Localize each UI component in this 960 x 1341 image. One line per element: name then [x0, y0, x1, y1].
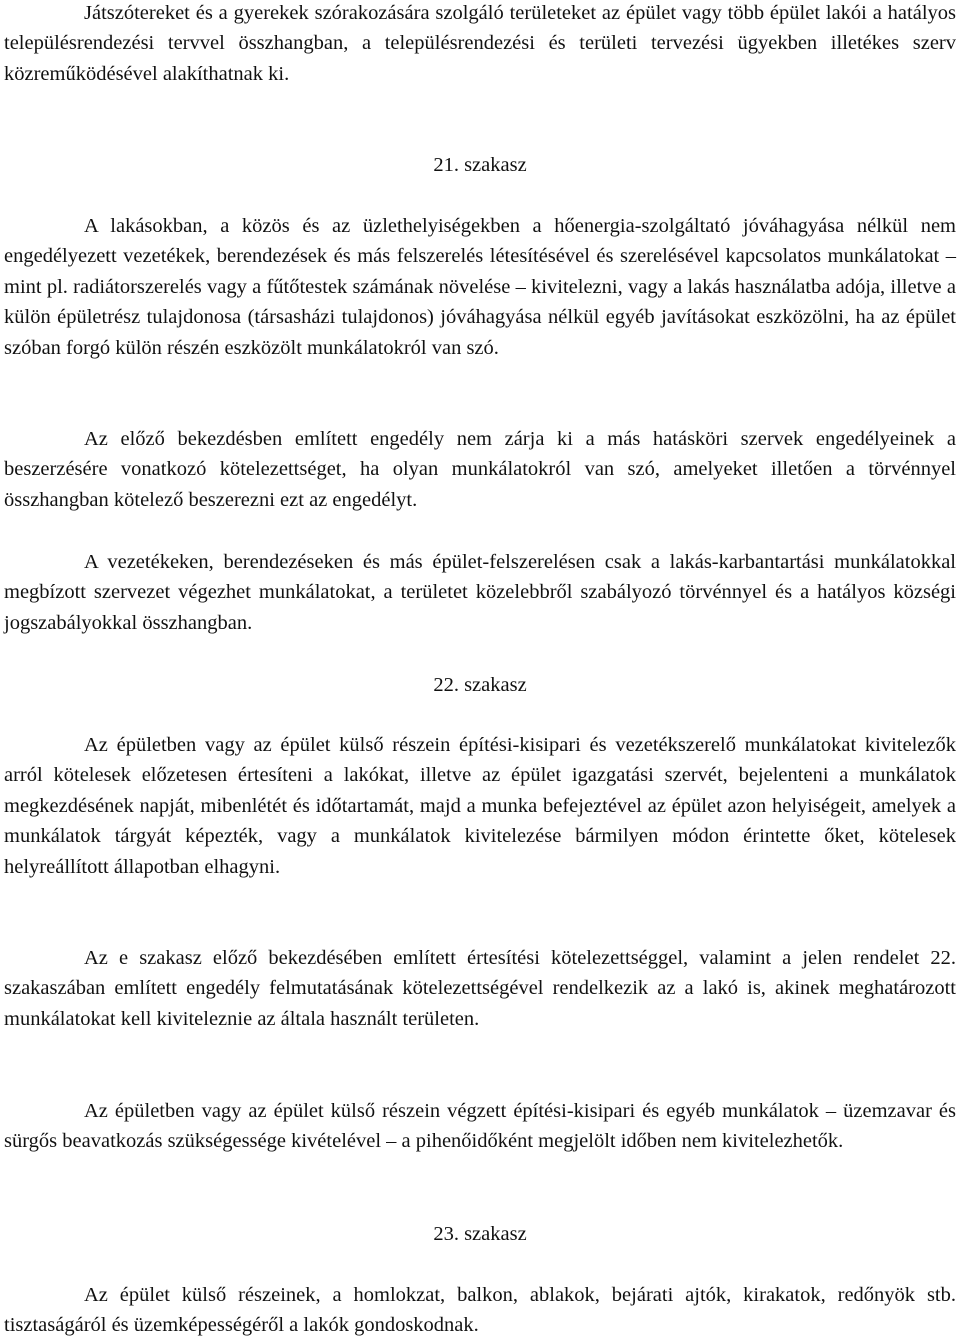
paragraph-other-permits: Az előző bekezdésben említett engedély nem zárja ki a más hatásköri szervek engedélyeinek a beszerzésére vonatkozó kötelezettséget, ha olyan munkálatokról van szó, amelyeket illetően a törvénnyel összhangban kötelező beszerezni ezt az engedélyt.	[4, 428, 956, 511]
paragraph-contractor-notification: Az épületben vagy az épület külső részein építési-kisipari és vezetékszerelő munkálatokat kivitelezők arról kötelesek előzetesen értesíteni a lakókat, illetve az épület igazgatási szervét, bejelenteni a munkálatok megkezdésének napját, mibenlétét és időtartamát, majd a munka befejeztével az épület azon helyiségeit, amelyek a munkálatok tárgyát képezték, vagy a munkálatok kivitelezése bármilyen módon érintette őket, kötelesek helyreállított állapotban elhagyni.	[4, 734, 956, 878]
paragraph-heating-installations: A lakásokban, a közös és az üzlethelyiségekben a hőenergia-szolgáltató jóváhagyása nélkül nem engedélyezett vezetékek, berendezések és más felszerelés létesítésével és szerelésével kapcsolatos munkálatokat – mint pl. radiátorszerelés vagy a fűtőtestek számának növelése – kivitelezni, vagy a lakás használatba adója, illetve a külön épületrész tulajdonosa (társasházi tulajdonos) jóváhagyása nélkül egyéb javításokat eszközölni, ha az épület szóban forgó külön részén eszközölt munkálatokról van szó.	[4, 215, 956, 359]
section-heading-21: 21. szakasz	[433, 154, 527, 176]
paragraph-playgrounds: Játszótereket és a gyerekek szórakozására szolgáló területeket az épület vagy több épület lakói a hatályos településrendezési tervvel összhangban, a településrendezési és területi tervezési ügyekben illetékes szerv közreműködésével alakíthatnak ki.	[4, 2, 956, 85]
section-heading-22: 22. szakasz	[433, 674, 527, 696]
paragraph-exterior-cleanliness: Az épület külső részeinek, a homlokzat, balkon, ablakok, bejárati ajtók, kirakatok, redőnyök stb. tisztaságáról és üzemképességéről a lakók gondoskodnak.	[4, 1284, 956, 1337]
paragraph-rest-period: Az épületben vagy az épület külső részein végzett építési-kisipari és egyéb munkálatok – üzemzavar és sürgős beavatkozás szükségessége kivételével – a pihenőidőként megjelölt időben nem kivitelezhetők.	[4, 1100, 956, 1153]
paragraph-resident-obligation: Az e szakasz előző bekezdésében említett értesítési kötelezettséggel, valamint a jelen rendelet 22. szakaszában említett engedély felmutatásának kötelezettségével rendelkezik az a lakó is, akinek meghatározott munkálatokat kell kiviteleznie az általa használt területen.	[4, 947, 956, 1030]
section-heading-23: 23. szakasz	[433, 1223, 527, 1245]
paragraph-maintenance-organization: A vezetékeken, berendezéseken és más épület-felszerelésen csak a lakás-karbantartási munkálatokkal megbízott szervezet végezhet munkálatokat, a területet közelebbről szabályozó törvénnyel és a hatályos községi jogszabályokkal összhangban.	[4, 551, 956, 634]
